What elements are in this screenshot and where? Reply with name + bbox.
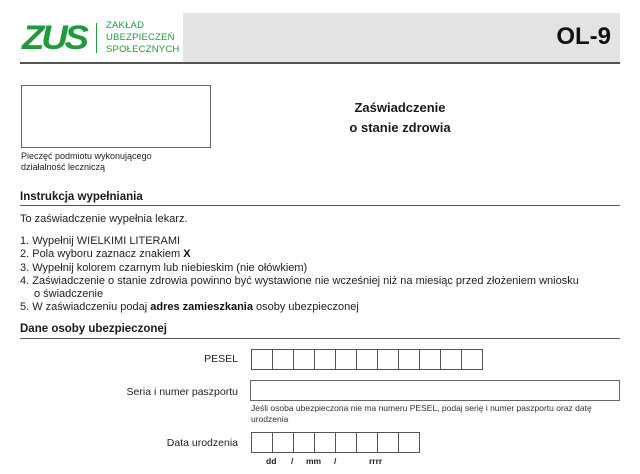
document-title [330, 98, 470, 138]
birthdate-label: Data urodzenia [166, 437, 238, 449]
pesel-input[interactable] [251, 349, 483, 370]
pesel-digit-cell[interactable] [315, 350, 336, 369]
document-title-line-2: o stanie zdrowia [349, 120, 451, 135]
instructions-divider [20, 205, 620, 206]
passport-number-input[interactable] [250, 380, 620, 401]
birthdate-year-cell[interactable] [378, 433, 399, 452]
pesel-digit-cell[interactable] [357, 350, 378, 369]
pesel-digit-cell[interactable] [462, 350, 483, 369]
document-title-line-1: Zaświadczenie [354, 100, 446, 115]
zus-logo-mark: ZUS [22, 18, 86, 57]
instruction-item-4: 4. Zaświadczenie o stanie zdrowia powinno być wystawione nie wcześniej niż na miesiąc przed złożeniem wniosku [20, 274, 579, 287]
zus-logo-text [106, 20, 179, 56]
logo-line-2: UBEZPIECZEŃ [106, 32, 175, 43]
instruction-text: 5. W zaświadczeniu podaj [20, 301, 151, 314]
instruction-emphasis: adres zamieszkania [150, 301, 253, 314]
pesel-digit-cell[interactable] [273, 350, 294, 369]
birthdate-year-cell[interactable] [336, 433, 357, 452]
passport-hint-line-1: Jeśli osoba ubezpieczona nie ma numeru PESEL, podaj serię i numer paszportu oraz datę [251, 403, 592, 413]
pesel-digit-cell[interactable] [336, 350, 357, 369]
birthdate-month-cell[interactable] [294, 433, 315, 452]
passport-hint [251, 403, 626, 425]
stamp-box [21, 85, 211, 148]
instruction-item-4-continued: o świadczenie [34, 288, 104, 301]
birthdate-month-cell[interactable] [315, 433, 336, 452]
logo-line-1: ZAKŁAD [106, 20, 145, 31]
instruction-item-5 [20, 301, 579, 314]
insured-data-heading: Dane osoby ubezpieczonej [20, 323, 167, 335]
birthdate-day-cell[interactable] [273, 433, 294, 452]
instruction-text: 2. Pola wyboru zaznacz znakiem [20, 248, 184, 261]
instructions-list [20, 235, 579, 315]
instructions-heading: Instrukcja wypełniania [20, 191, 143, 203]
header-divider [20, 62, 620, 64]
birthdate-format-hints [251, 456, 421, 468]
birthdate-day-cell[interactable] [252, 433, 273, 452]
instruction-emphasis: X [183, 248, 191, 261]
month-hint: mm [306, 456, 322, 466]
instruction-item-2 [20, 248, 579, 261]
instruction-item-3: 3. Wypełnij kolorem czarnym lub niebieskim (nie ołówkiem) [20, 261, 308, 274]
birthdate-year-cell[interactable] [399, 433, 420, 452]
stamp-caption-line-1: Pieczęć podmiotu wykonującego [21, 151, 152, 161]
day-hint: dd [266, 456, 277, 466]
form-code-bar [183, 13, 620, 63]
instruction-item-1: 1. Wypełnij WIELKIMI LITERAMI [20, 235, 181, 247]
birthdate-input[interactable] [251, 432, 420, 453]
pesel-digit-cell[interactable] [294, 350, 315, 369]
passport-hint-line-2: urodzenia [251, 414, 289, 424]
form-header [20, 13, 620, 63]
birthdate-year-cell[interactable] [357, 433, 378, 452]
stamp-caption-line-2: działalność leczniczą [21, 162, 106, 172]
pesel-digit-cell[interactable] [252, 350, 273, 369]
date-separator: / [334, 456, 337, 466]
insured-data-divider [20, 338, 620, 339]
stamp-caption [21, 151, 152, 173]
year-hint: rrrr [369, 456, 383, 466]
logo-line-3: SPOŁECZNYCH [106, 44, 180, 55]
logo-divider [96, 23, 97, 53]
zus-logo [22, 13, 179, 63]
pesel-digit-cell[interactable] [420, 350, 441, 369]
instruction-text: osoby ubezpieczonej [252, 301, 359, 314]
passport-label: Seria i numer paszportu [126, 386, 238, 398]
instructions-intro: To zaświadczenie wypełnia lekarz. [20, 213, 188, 225]
pesel-label: PESEL [204, 353, 238, 365]
form-code: OL-9 [556, 23, 611, 50]
pesel-digit-cell[interactable] [378, 350, 399, 369]
date-separator: / [291, 456, 294, 466]
pesel-digit-cell[interactable] [399, 350, 420, 369]
pesel-digit-cell[interactable] [441, 350, 462, 369]
